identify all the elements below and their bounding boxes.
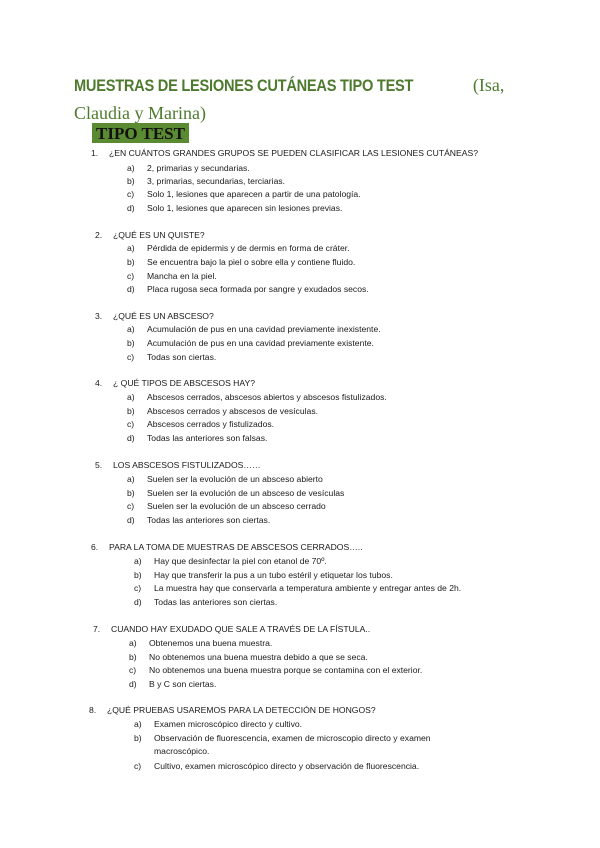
option: c) No obtenemos una buena muestra porque se contamina con el exterior. [129, 665, 423, 675]
option: a) 2, primarias y secundarias. [127, 163, 250, 173]
question-5 [95, 459, 261, 471]
option: d) Todas las anteriores son ciertas. [134, 597, 278, 607]
question-number: 8. [89, 705, 97, 715]
option: b) 3, primarias, secundarias, terciarias. [127, 176, 286, 186]
question-6 [91, 541, 363, 553]
question-text: ¿ QUÉ TIPOS DE ABSCESOS HAY? [113, 378, 255, 388]
question-number: 4. [95, 378, 103, 388]
question-number: 6. [91, 542, 99, 552]
question-text: ¿QUÉ PRUEBAS USAREMOS PARA LA DETECCIÓN DE HONGOS? [107, 705, 376, 715]
option: d) Solo 1, lesiones que aparecen sin lesiones previas. [127, 203, 343, 213]
question-text: PARA LA TOMA DE MUESTRAS DE ABSCESOS CERRADOS….. [109, 542, 363, 552]
question-8 [89, 704, 376, 716]
option: b) Acumulación de pus en una cavidad previamente existente. [127, 338, 374, 348]
option: macroscópico. [154, 746, 210, 756]
option: a) Abscesos cerrados, abscesos abiertos y abscesos fistulizados. [127, 392, 387, 402]
option: b) Observación de fluorescencia, examen de microscopio directo y examen [134, 733, 431, 743]
option: b) Hay que transferir la pus a un tubo estéril y etiquetar los tubos. [134, 570, 393, 580]
option: d) Placa rugosa seca formada por sangre y exudados secos. [127, 284, 369, 294]
option: b) Se encuentra bajo la piel o sobre ella y contiene fluido. [127, 257, 356, 267]
option: a) Suelen ser la evolución de un absceso abierto [127, 474, 323, 484]
option: c) Todas son ciertas. [127, 352, 217, 362]
question-3 [95, 310, 214, 322]
question-text: ¿EN CUÁNTOS GRANDES GRUPOS SE PUEDEN CLASIFICAR LAS LESIONES CUTÁNEAS? [109, 148, 478, 158]
title-main: MUESTRAS DE LESIONES CUTÁNEAS TIPO TEST [74, 76, 414, 95]
section-heading: TIPO TEST [92, 123, 189, 143]
option: c) La muestra hay que conservarla a temperatura ambiente y entregar antes de 2h. [134, 583, 462, 593]
option: a) Hay que desinfectar la piel con etanol de 70º. [134, 556, 327, 566]
option: d) Todas las anteriores son falsas. [127, 433, 268, 443]
option: c) Suelen ser la evolución de un absceso cerrado [127, 501, 326, 511]
option: c) Cultivo, examen microscópico directo y observación de fluorescencia. [134, 761, 420, 771]
option: a) Pérdida de epidermis y de dermis en forma de cráter. [127, 243, 350, 253]
option: d) Todas las anteriores son ciertas. [127, 515, 271, 525]
title-authors: (Isa, Claudia y Marina) [74, 75, 505, 123]
option: d) B y C son ciertas. [129, 679, 217, 689]
question-7 [93, 623, 370, 635]
question-number: 5. [95, 460, 103, 470]
option: b) Abscesos cerrados y abscesos de vesículas. [127, 406, 319, 416]
question-number: 2. [95, 230, 103, 240]
option: c) Solo 1, lesiones que aparecen a partir de una patología. [127, 189, 361, 199]
option: b) No obtenemos una buena muestra debido a que se seca. [129, 652, 368, 662]
question-2 [95, 229, 205, 241]
question-text: CUANDO HAY EXUDADO QUE SALE A TRAVÉS DE LA FÍSTULA.. [111, 624, 371, 634]
option: c) Mancha en la piel. [127, 271, 217, 281]
question-text: ¿QUÉ ES UN ABSCESO? [113, 311, 214, 321]
question-number: 3. [95, 311, 103, 321]
option: c) Abscesos cerrados y fistulizados. [127, 419, 275, 429]
question-text: LOS ABSCESOS FISTULIZADOS…… [113, 460, 261, 470]
question-number: 7. [93, 624, 101, 634]
question-4 [95, 377, 255, 389]
document-title [74, 72, 534, 128]
option: b) Suelen ser la evolución de un absceso de vesículas [127, 488, 345, 498]
option: a) Obtenemos una buena muestra. [129, 638, 273, 648]
option: a) Acumulación de pus en una cavidad previamente inexistente. [127, 324, 381, 334]
option: a) Examen microscópico directo y cultivo. [134, 719, 303, 729]
question-1 [91, 147, 478, 159]
question-number: 1. [91, 148, 99, 158]
question-text: ¿QUÉ ES UN QUISTE? [113, 230, 205, 240]
